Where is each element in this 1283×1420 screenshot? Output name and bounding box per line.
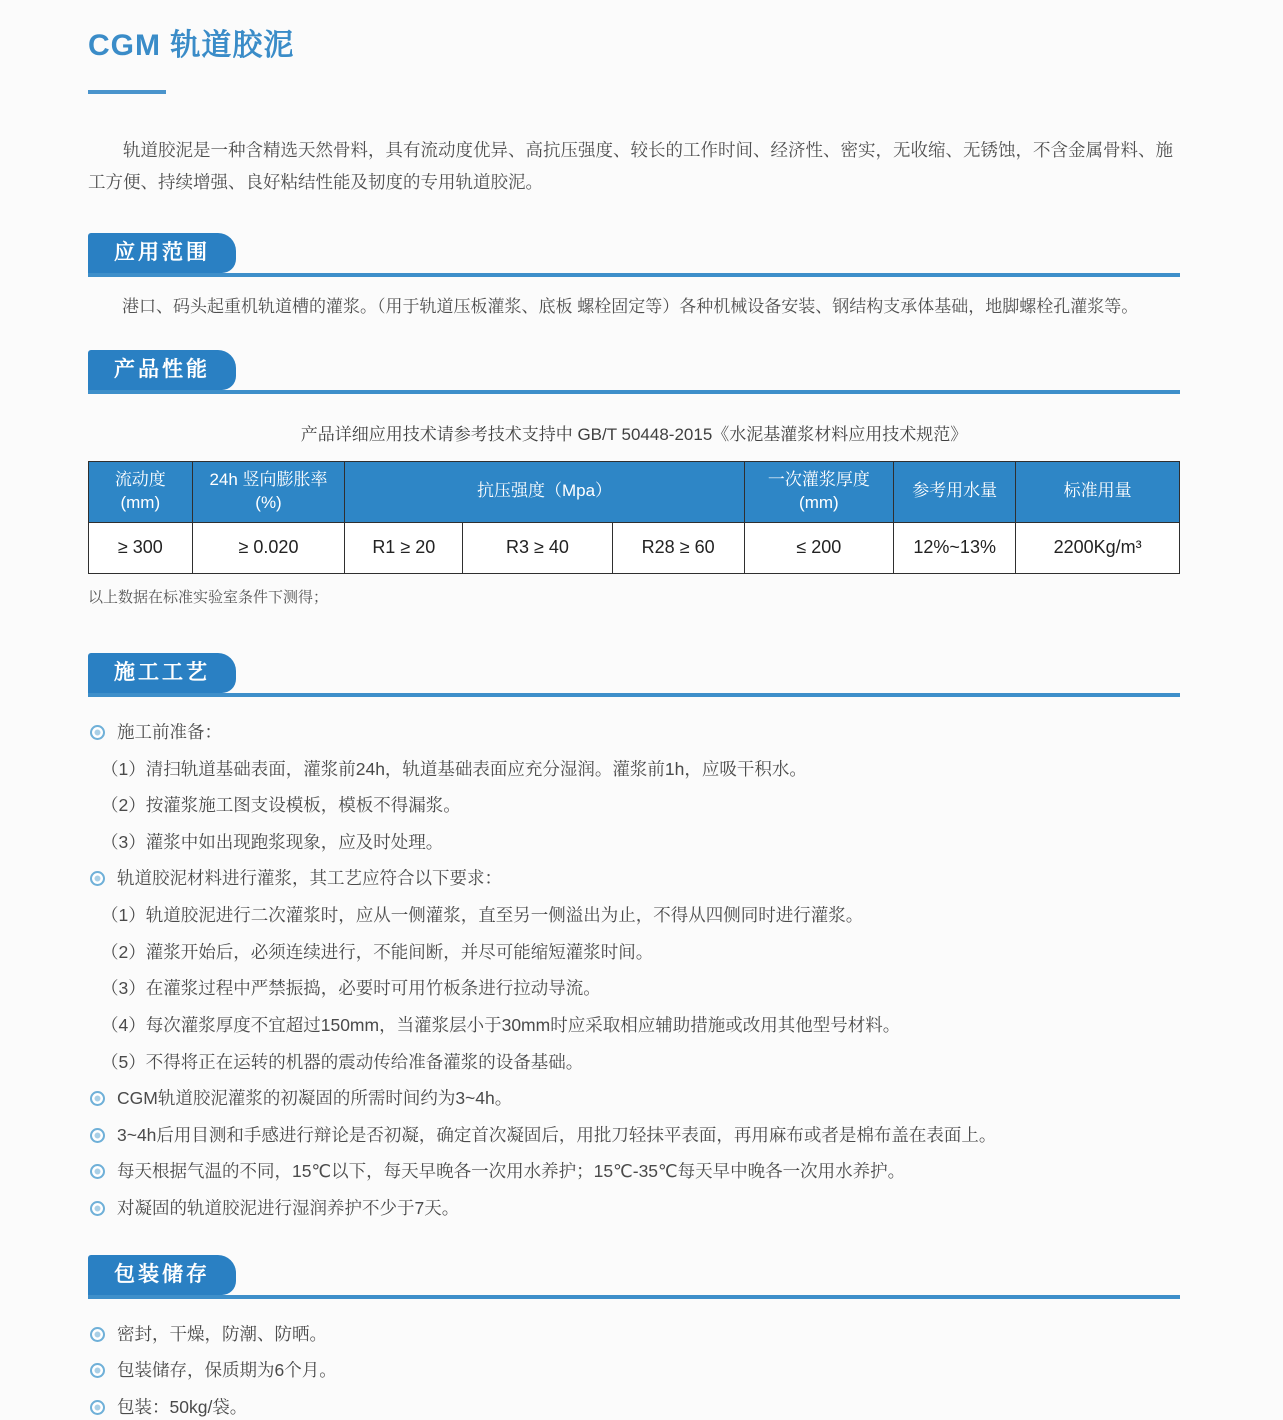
section-heading-process (88, 653, 1180, 697)
intro-paragraph: 轨道胶泥是一种含精选天然骨料，具有流动度优异、高抗压强度、较长的工作时间、经济性、密实，无收缩、无锈蚀，不含金属骨料、施工方便、持续增强、良好粘结性能及韧度的专用轨道胶泥。 (88, 140, 1173, 193)
section-tab-process: 施工工艺 (88, 653, 236, 693)
ring-bullet-icon (90, 871, 105, 886)
bullet-item-text: 对凝固的轨道胶泥进行湿润养护不少于7天。 (117, 1198, 460, 1219)
col-header-expansion-line2: (%) (255, 492, 282, 512)
bullet-item (88, 721, 1180, 745)
ring-bullet-icon (90, 1400, 105, 1415)
numbered-item-text: （3）在灌浆过程中严禁振捣，必要时可用竹板条进行拉动导流。 (101, 978, 601, 999)
numbered-item (88, 794, 1180, 818)
bullet-item (88, 1396, 1180, 1420)
page-title: CGM 轨道胶泥 (88, 29, 295, 62)
bullet-item-text: 包装：50kg/袋。 (117, 1396, 248, 1417)
section-heading-performance (88, 350, 1180, 394)
numbered-item (88, 1051, 1180, 1075)
section-heading-application (88, 233, 1180, 277)
numbered-item (88, 941, 1180, 965)
bullet-item-text: 密封，干燥，防潮、防晒。 (117, 1323, 327, 1344)
numbered-item-text: （5）不得将正在运转的机器的震动传给准备灌浆的设备基础。 (101, 1051, 584, 1072)
table-header-row (89, 461, 1180, 522)
value-dosage: 2200Kg/m³ (1016, 522, 1180, 573)
col-header-flow-line2: (mm) (120, 492, 161, 512)
ring-bullet-icon (90, 1128, 105, 1143)
process-list (88, 721, 1180, 1221)
value-r3: R3 ≥ 40 (463, 522, 612, 573)
bullet-item (88, 867, 1180, 891)
col-header-thickness-line1: 一次灌浆厚度 (767, 470, 870, 489)
section-tab-performance: 产品性能 (88, 350, 236, 390)
numbered-item-text: （2）灌浆开始后，必须连续进行，不能间断，并尽可能缩短灌浆时间。 (101, 941, 654, 962)
col-header-strength: 抗压强度（Mpa） (345, 461, 744, 522)
bullet-item-text: 包装储存，保质期为6个月。 (117, 1360, 337, 1381)
numbered-item-text: （1）轨道胶泥进行二次灌浆时，应从一侧灌浆，直至另一侧溢出为止，不得从四侧同时进行灌浆。 (101, 905, 864, 926)
bullet-item-text: 轨道胶泥材料进行灌浆，其工艺应符合以下要求： (117, 868, 502, 889)
section-tab-application: 应用范围 (88, 233, 236, 273)
col-header-flow (89, 461, 193, 522)
col-header-expansion (192, 461, 345, 522)
numbered-item (88, 904, 1180, 928)
bullet-item (88, 1323, 1180, 1347)
col-header-water: 参考用水量 (894, 461, 1016, 522)
numbered-item (88, 1014, 1180, 1038)
numbered-item-text: （1）清扫轨道基础表面，灌浆前24h，轨道基础表面应充分湿润。灌浆前1h，应吸干积水。 (101, 758, 807, 779)
bullet-item (88, 1359, 1180, 1383)
ring-bullet-icon (90, 1091, 105, 1106)
section-heading-packaging (88, 1255, 1180, 1299)
value-r28: R28 ≥ 60 (612, 522, 744, 573)
value-expansion: ≥ 0.020 (192, 522, 345, 573)
numbered-item-text: （3）灌浆中如出现跑浆现象，应及时处理。 (101, 831, 444, 852)
performance-note: 产品详细应用技术请参考技术支持中 GB/T 50448-2015《水泥基灌浆材料应用技术规范》 (300, 424, 968, 444)
ring-bullet-icon (90, 1201, 105, 1216)
col-header-expansion-line1: 24h 竖向膨胀率 (209, 470, 328, 489)
application-body: 港口、码头起重机轨道槽的灌浆。（用于轨道压板灌浆、底板 螺栓固定等）各种机械设备安装、钢结构支承体基础，地脚螺栓孔灌浆等。 (122, 296, 1139, 316)
numbered-item-text: （4）每次灌浆厚度不宜超过150mm，当灌浆层小于30mm时应采取相应辅助措施或改用其他型号材料。 (101, 1014, 901, 1035)
ring-bullet-icon (90, 725, 105, 740)
bullet-item-text: CGM轨道胶泥灌浆的初凝固的所需时间约为3~4h。 (117, 1088, 513, 1109)
col-header-dosage: 标准用量 (1016, 461, 1180, 522)
value-water: 12%~13% (894, 522, 1016, 573)
bullet-item-text: 施工前准备： (117, 721, 222, 742)
bullet-item (88, 1197, 1180, 1221)
ring-bullet-icon (90, 1327, 105, 1342)
numbered-item (88, 758, 1180, 782)
ring-bullet-icon (90, 1164, 105, 1179)
title-underline (88, 90, 166, 94)
bullet-item (88, 1087, 1180, 1111)
value-thickness: ≤ 200 (744, 522, 893, 573)
col-header-thickness-line2: (mm) (799, 492, 839, 512)
table-footnote: 以上数据在标准实验室条件下测得； (88, 588, 329, 606)
bullet-item (88, 1160, 1180, 1184)
performance-table (88, 461, 1180, 574)
col-header-flow-line1: 流动度 (114, 470, 166, 489)
bullet-item-text: 每天根据气温的不同，15℃以下，每天早晚各一次用水养护；15℃-35℃每天早中晚各一次用水养护。 (117, 1161, 906, 1182)
packaging-list (88, 1323, 1180, 1420)
numbered-item-text: （2）按灌浆施工图支设模板，模板不得漏浆。 (101, 795, 461, 816)
numbered-item (88, 977, 1180, 1001)
col-header-thickness (744, 461, 893, 522)
value-r1: R1 ≥ 20 (345, 522, 463, 573)
ring-bullet-icon (90, 1363, 105, 1378)
table-data-row (89, 522, 1180, 573)
value-flow: ≥ 300 (89, 522, 193, 573)
bullet-item (88, 1124, 1180, 1148)
numbered-item (88, 831, 1180, 855)
bullet-item-text: 3~4h后用目测和手感进行辩论是否初凝，确定首次凝固后，用批刀轻抹平表面，再用麻布或者是棉布盖在表面上。 (117, 1124, 997, 1145)
section-tab-packaging: 包装储存 (88, 1255, 236, 1295)
